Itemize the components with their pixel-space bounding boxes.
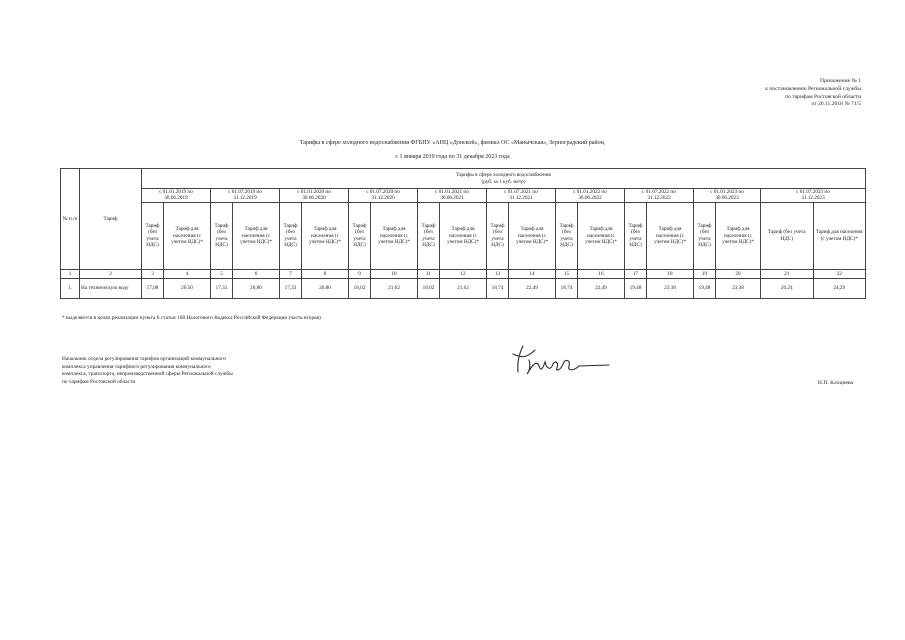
tariff-value: 24,29	[813, 278, 866, 298]
subheader-no-vat: Тариф (без учета НДС)	[418, 202, 440, 269]
period-to: 30.06.2022	[578, 195, 602, 202]
footer-line: по тарифам Ростовской области	[62, 378, 136, 385]
subheader-population: Тариф для населения (с учетом НДС)*	[509, 202, 556, 269]
document-subtitle: с 1 января 2019 года по 31 декабря 2023 года	[395, 154, 510, 160]
column-number: 3	[142, 269, 164, 278]
tariff-value: 19,48	[694, 278, 716, 298]
column-number: 6	[233, 269, 280, 278]
appendix-line: к постановлению Региональной службы	[765, 85, 861, 92]
period-header	[761, 189, 866, 203]
period-from: с 01.01.2023 по	[710, 189, 744, 195]
period-from: с 01.01.2020 по	[297, 189, 331, 195]
period-from: с 01.07.2019 по	[228, 189, 262, 195]
column-number: 7	[280, 269, 302, 278]
column-number: 13	[487, 269, 509, 278]
period-to: 31.12.2022	[647, 195, 671, 202]
period-header	[418, 189, 487, 203]
appendix-line: от 20.11.2018 № 71/5	[811, 101, 861, 108]
header-group-line1: Тарифы в сфере холодного водоснабжения	[456, 172, 551, 179]
column-number: 16	[578, 269, 625, 278]
tariff-value: 23,38	[716, 278, 761, 298]
period-header	[694, 189, 761, 203]
tariff-value: 20,24	[761, 278, 814, 298]
subheader-no-vat: Тариф (без учета НДС)	[211, 202, 233, 269]
subheader-no-vat: Тариф (без учета НДС)	[625, 202, 647, 269]
footer-line: комплекса управления тарифного регулирования коммунального	[62, 363, 211, 370]
subheader-no-vat: Тариф (без учета НДС)	[694, 202, 716, 269]
subheader-no-vat: Тариф (без учета НДС)	[280, 202, 302, 269]
period-to: 30.06.2019	[164, 195, 188, 202]
period-from: с 01.01.2022 по	[573, 189, 607, 195]
row-name: На техническую воду	[80, 278, 142, 298]
tariff-value: 20,50	[164, 278, 211, 298]
tariff-value: 22,49	[509, 278, 556, 298]
appendix-line: по тарифам Ростовской области	[785, 93, 861, 100]
tariff-table	[60, 168, 866, 299]
subheader-no-vat: Тариф (без учета НДС)	[142, 202, 164, 269]
column-number: 17	[625, 269, 647, 278]
column-number: 22	[813, 269, 866, 278]
tariff-value: 21,62	[440, 278, 487, 298]
tariff-value: 17,08	[142, 278, 164, 298]
subheader-no-vat: Тариф (без учета НДС)	[349, 202, 371, 269]
tariff-value: 20,80	[233, 278, 280, 298]
period-to: 30.06.2020	[302, 195, 326, 202]
subheader-no-vat: Тариф (без учета НДС)	[487, 202, 509, 269]
document-title: Тарифы в сфере холодного водоснабжения ФГБНУ «АНЦ «Донской», филиал ОС «Манычская», Зерноградский район,	[299, 140, 606, 146]
period-to: 31.12.2019	[233, 195, 257, 202]
subheader-population: Тариф для населения (с учетом НДС)*	[164, 202, 211, 269]
column-number: 18	[647, 269, 694, 278]
row-number: 1.	[61, 278, 80, 298]
column-number: 9	[349, 269, 371, 278]
period-to: 31.12.2021	[509, 195, 533, 202]
tariff-value: 18,02	[349, 278, 371, 298]
column-number: 19	[694, 269, 716, 278]
column-number: 5	[211, 269, 233, 278]
column-number: 12	[440, 269, 487, 278]
period-from: с 01.01.2019 по	[159, 189, 193, 195]
subheader-population: Тариф для населения (с учетом НДС)*	[813, 202, 866, 269]
column-number: 2	[80, 269, 142, 278]
header-group	[142, 169, 866, 189]
period-header	[349, 189, 418, 203]
period-header	[211, 189, 280, 203]
period-header	[487, 189, 556, 203]
column-number: 4	[164, 269, 211, 278]
period-from: с 01.07.2020 по	[366, 189, 400, 195]
column-number: 11	[418, 269, 440, 278]
footnote: * выделяется в целях реализации пункта 6 статьи 168 Налогового Кодекса Российской Федерации (часть вторая)	[62, 315, 321, 321]
column-number: 1	[61, 269, 80, 278]
tariff-value: 18,74	[487, 278, 509, 298]
column-number: 8	[302, 269, 349, 278]
subheader-population: Тариф для населения (с учетом НДС)*	[302, 202, 349, 269]
subheader-population: Тариф для населения (с учетом НДС)*	[716, 202, 761, 269]
period-from: с 01.07.2021 по	[504, 189, 538, 195]
tariff-value: 22,49	[578, 278, 625, 298]
subheader-population: Тариф для населения (с учетом НДС)*	[440, 202, 487, 269]
tariff-value: 20,80	[302, 278, 349, 298]
tariff-value: 19,48	[625, 278, 647, 298]
header-no: № п./п	[61, 169, 80, 270]
period-header	[142, 189, 211, 203]
period-header	[556, 189, 625, 203]
signature-image	[505, 340, 615, 382]
period-to: 30.06.2023	[715, 195, 739, 202]
period-from: с 01.01.2021 по	[435, 189, 469, 195]
header-tariff: Тариф	[80, 169, 142, 270]
column-number: 21	[761, 269, 814, 278]
column-number: 14	[509, 269, 556, 278]
subheader-population: Тариф для населения (с учетом НДС)*	[647, 202, 694, 269]
subheader-population: Тариф для населения (с учетом НДС)*	[371, 202, 418, 269]
tariff-value: 23,38	[647, 278, 694, 298]
tariff-value: 17,33	[211, 278, 233, 298]
column-number: 15	[556, 269, 578, 278]
period-to: 31.12.2020	[371, 195, 395, 202]
period-header	[625, 189, 694, 203]
period-to: 30.06.2021	[440, 195, 464, 202]
period-header	[280, 189, 349, 203]
footer-line: Начальник отдела регулирования тарифов организаций коммунального	[62, 356, 226, 362]
tariff-value: 21,62	[371, 278, 418, 298]
tariff-value: 18,02	[418, 278, 440, 298]
appendix-line: Приложение № 1	[820, 78, 861, 84]
subheader-no-vat: Тариф (без учета НДС)	[761, 202, 814, 269]
period-from: с 01.07.2022 по	[642, 189, 676, 195]
appendix-block	[765, 78, 861, 109]
column-number: 20	[716, 269, 761, 278]
footer-block	[62, 356, 233, 386]
subheader-population: Тариф для населения (с учетом НДС)*	[233, 202, 280, 269]
header-group-line2: (руб. за 1 куб. метр)	[481, 178, 526, 185]
tariff-value: 17,33	[280, 278, 302, 298]
subheader-no-vat: Тариф (без учета НДС)	[556, 202, 578, 269]
period-to: 31.12.2023	[801, 195, 825, 202]
subheader-population: Тариф для населения (с учетом НДС)*	[578, 202, 625, 269]
tariff-value: 18,74	[556, 278, 578, 298]
column-number: 10	[371, 269, 418, 278]
signer-name: Н.П. Клоцнева	[817, 380, 853, 386]
period-from: с 01.07.2023 по	[796, 189, 830, 195]
footer-line: комплекса, транспорта, непроизводственной сферы Региональной службы	[62, 371, 233, 378]
